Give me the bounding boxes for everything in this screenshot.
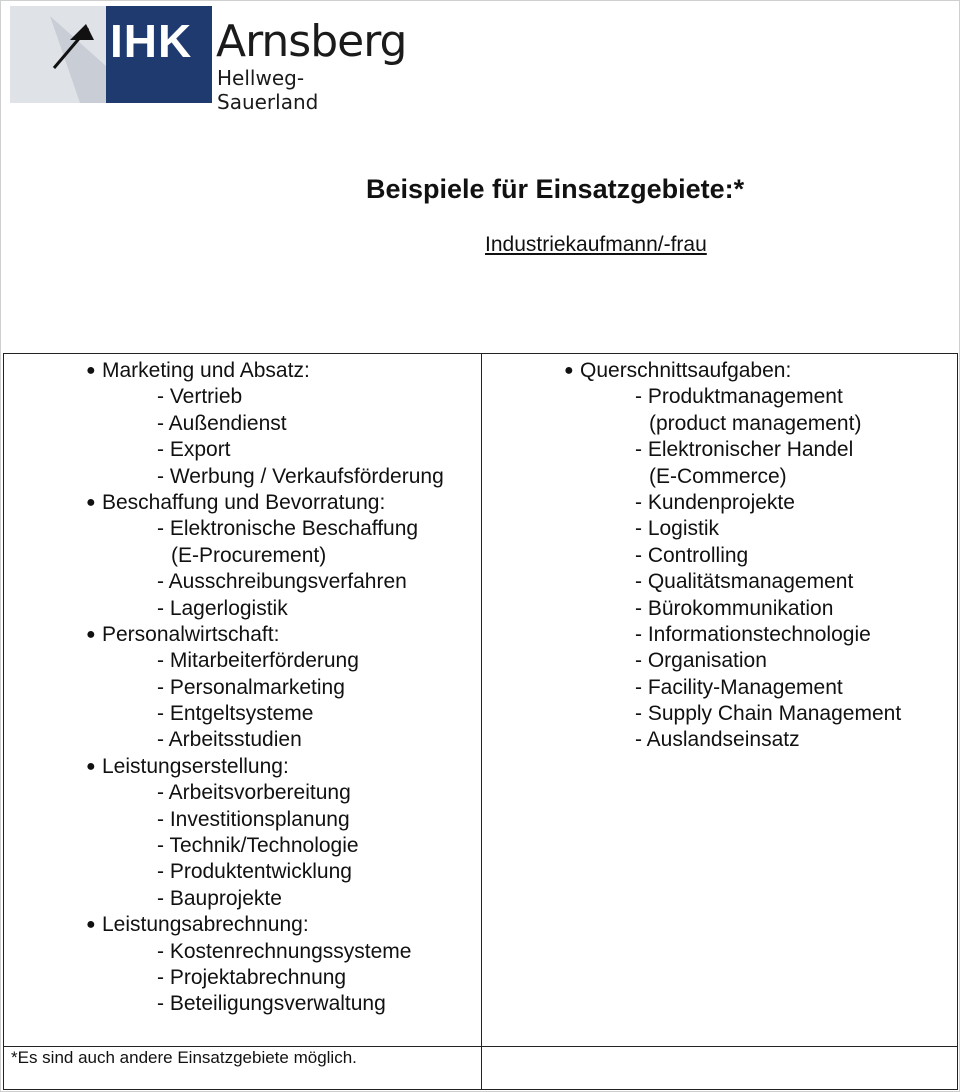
list-item: - Kundenprojekte — [635, 490, 795, 514]
right-column — [562, 358, 954, 754]
logo-abbr-box — [106, 6, 212, 103]
list-item: - Bürokommunikation — [635, 596, 834, 620]
list-item: - Investitionsplanung — [157, 807, 350, 831]
list-item: - Produktentwicklung — [157, 860, 352, 884]
list-item: - Produktmanagement — [635, 385, 843, 409]
category-heading — [84, 490, 476, 516]
list-item: - Beteiligungsverwaltung — [157, 992, 386, 1016]
list-item: (E-Commerce) — [649, 464, 787, 488]
category-label: Marketing und Absatz: — [102, 359, 310, 382]
bullet-icon: ● — [86, 916, 96, 934]
category-label: Beschaffung und Bevorratung: — [102, 490, 386, 514]
list-item: - Technik/Technologie — [157, 834, 359, 858]
list-item: - Facility-Management — [635, 675, 843, 699]
list-item: - Controlling — [635, 543, 749, 567]
list-item: - Qualitätsmanagement — [635, 570, 854, 594]
page-subtitle: Industriekaufmann/-frau — [485, 233, 707, 256]
list-item: - Mitarbeiterförderung — [157, 649, 359, 673]
logo-abbr: IHK — [110, 15, 193, 67]
left-column — [84, 358, 476, 1018]
list-item: - Logistik — [635, 517, 720, 541]
row-divider — [4, 1046, 957, 1047]
flag-icon — [10, 6, 106, 103]
list-item: - Export — [157, 438, 231, 462]
list-item: - Auslandseinsatz — [635, 728, 800, 752]
list-item: - Ausschreibungsverfahren — [157, 570, 407, 594]
category-heading — [84, 754, 476, 780]
category-label: Personalwirtschaft: — [102, 622, 280, 646]
ihk-logo — [10, 6, 407, 114]
list-item: - Entgeltsysteme — [157, 702, 314, 726]
category-heading — [84, 912, 476, 938]
category-label: Leistungsabrechnung: — [102, 913, 309, 937]
category-label: Querschnittsaufgaben: — [580, 359, 792, 382]
list-item: - Vertrieb — [157, 385, 243, 409]
list-item: - Organisation — [635, 649, 767, 673]
list-item: - Informationstechnologie — [635, 622, 871, 646]
fields-table — [3, 353, 958, 1090]
list-item: - Werbung / Verkaufsförderung — [157, 464, 444, 488]
bullet-icon: ● — [86, 757, 96, 775]
list-item: - Elektronischer Handel — [635, 438, 854, 462]
footnote: *Es sind auch andere Einsatzgebiete möglich. — [11, 1048, 357, 1067]
category-heading — [84, 358, 476, 384]
list-item: - Projektabrechnung — [157, 965, 347, 989]
list-item: - Lagerlogistik — [157, 596, 288, 620]
list-item: (product management) — [649, 411, 862, 435]
list-item: - Arbeitsvorbereitung — [157, 781, 351, 805]
list-item: - Personalmarketing — [157, 675, 345, 699]
logo-graphic — [10, 6, 106, 103]
bullet-icon: ● — [86, 493, 96, 511]
page-title: Beispiele für Einsatzgebiete:* — [366, 174, 745, 204]
list-item: - Bauprojekte — [157, 886, 282, 910]
bullet-icon: ● — [86, 625, 96, 643]
list-item: - Außendienst — [157, 411, 287, 435]
bullet-icon: ● — [86, 362, 96, 379]
list-item: (E-Procurement) — [171, 543, 327, 567]
list-item: - Supply Chain Management — [635, 702, 902, 726]
category-heading — [84, 622, 476, 648]
category-label: Leistungserstellung: — [102, 754, 289, 778]
list-item: - Arbeitsstudien — [157, 728, 302, 752]
category-heading — [562, 358, 954, 384]
logo-city: Arnsberg — [216, 16, 407, 67]
logo-region: Hellweg-Sauerland — [217, 66, 319, 114]
list-item: - Kostenrechnungssysteme — [157, 939, 412, 963]
column-divider — [481, 354, 482, 1089]
bullet-icon: ● — [564, 362, 574, 379]
list-item: - Elektronische Beschaffung — [157, 517, 419, 541]
